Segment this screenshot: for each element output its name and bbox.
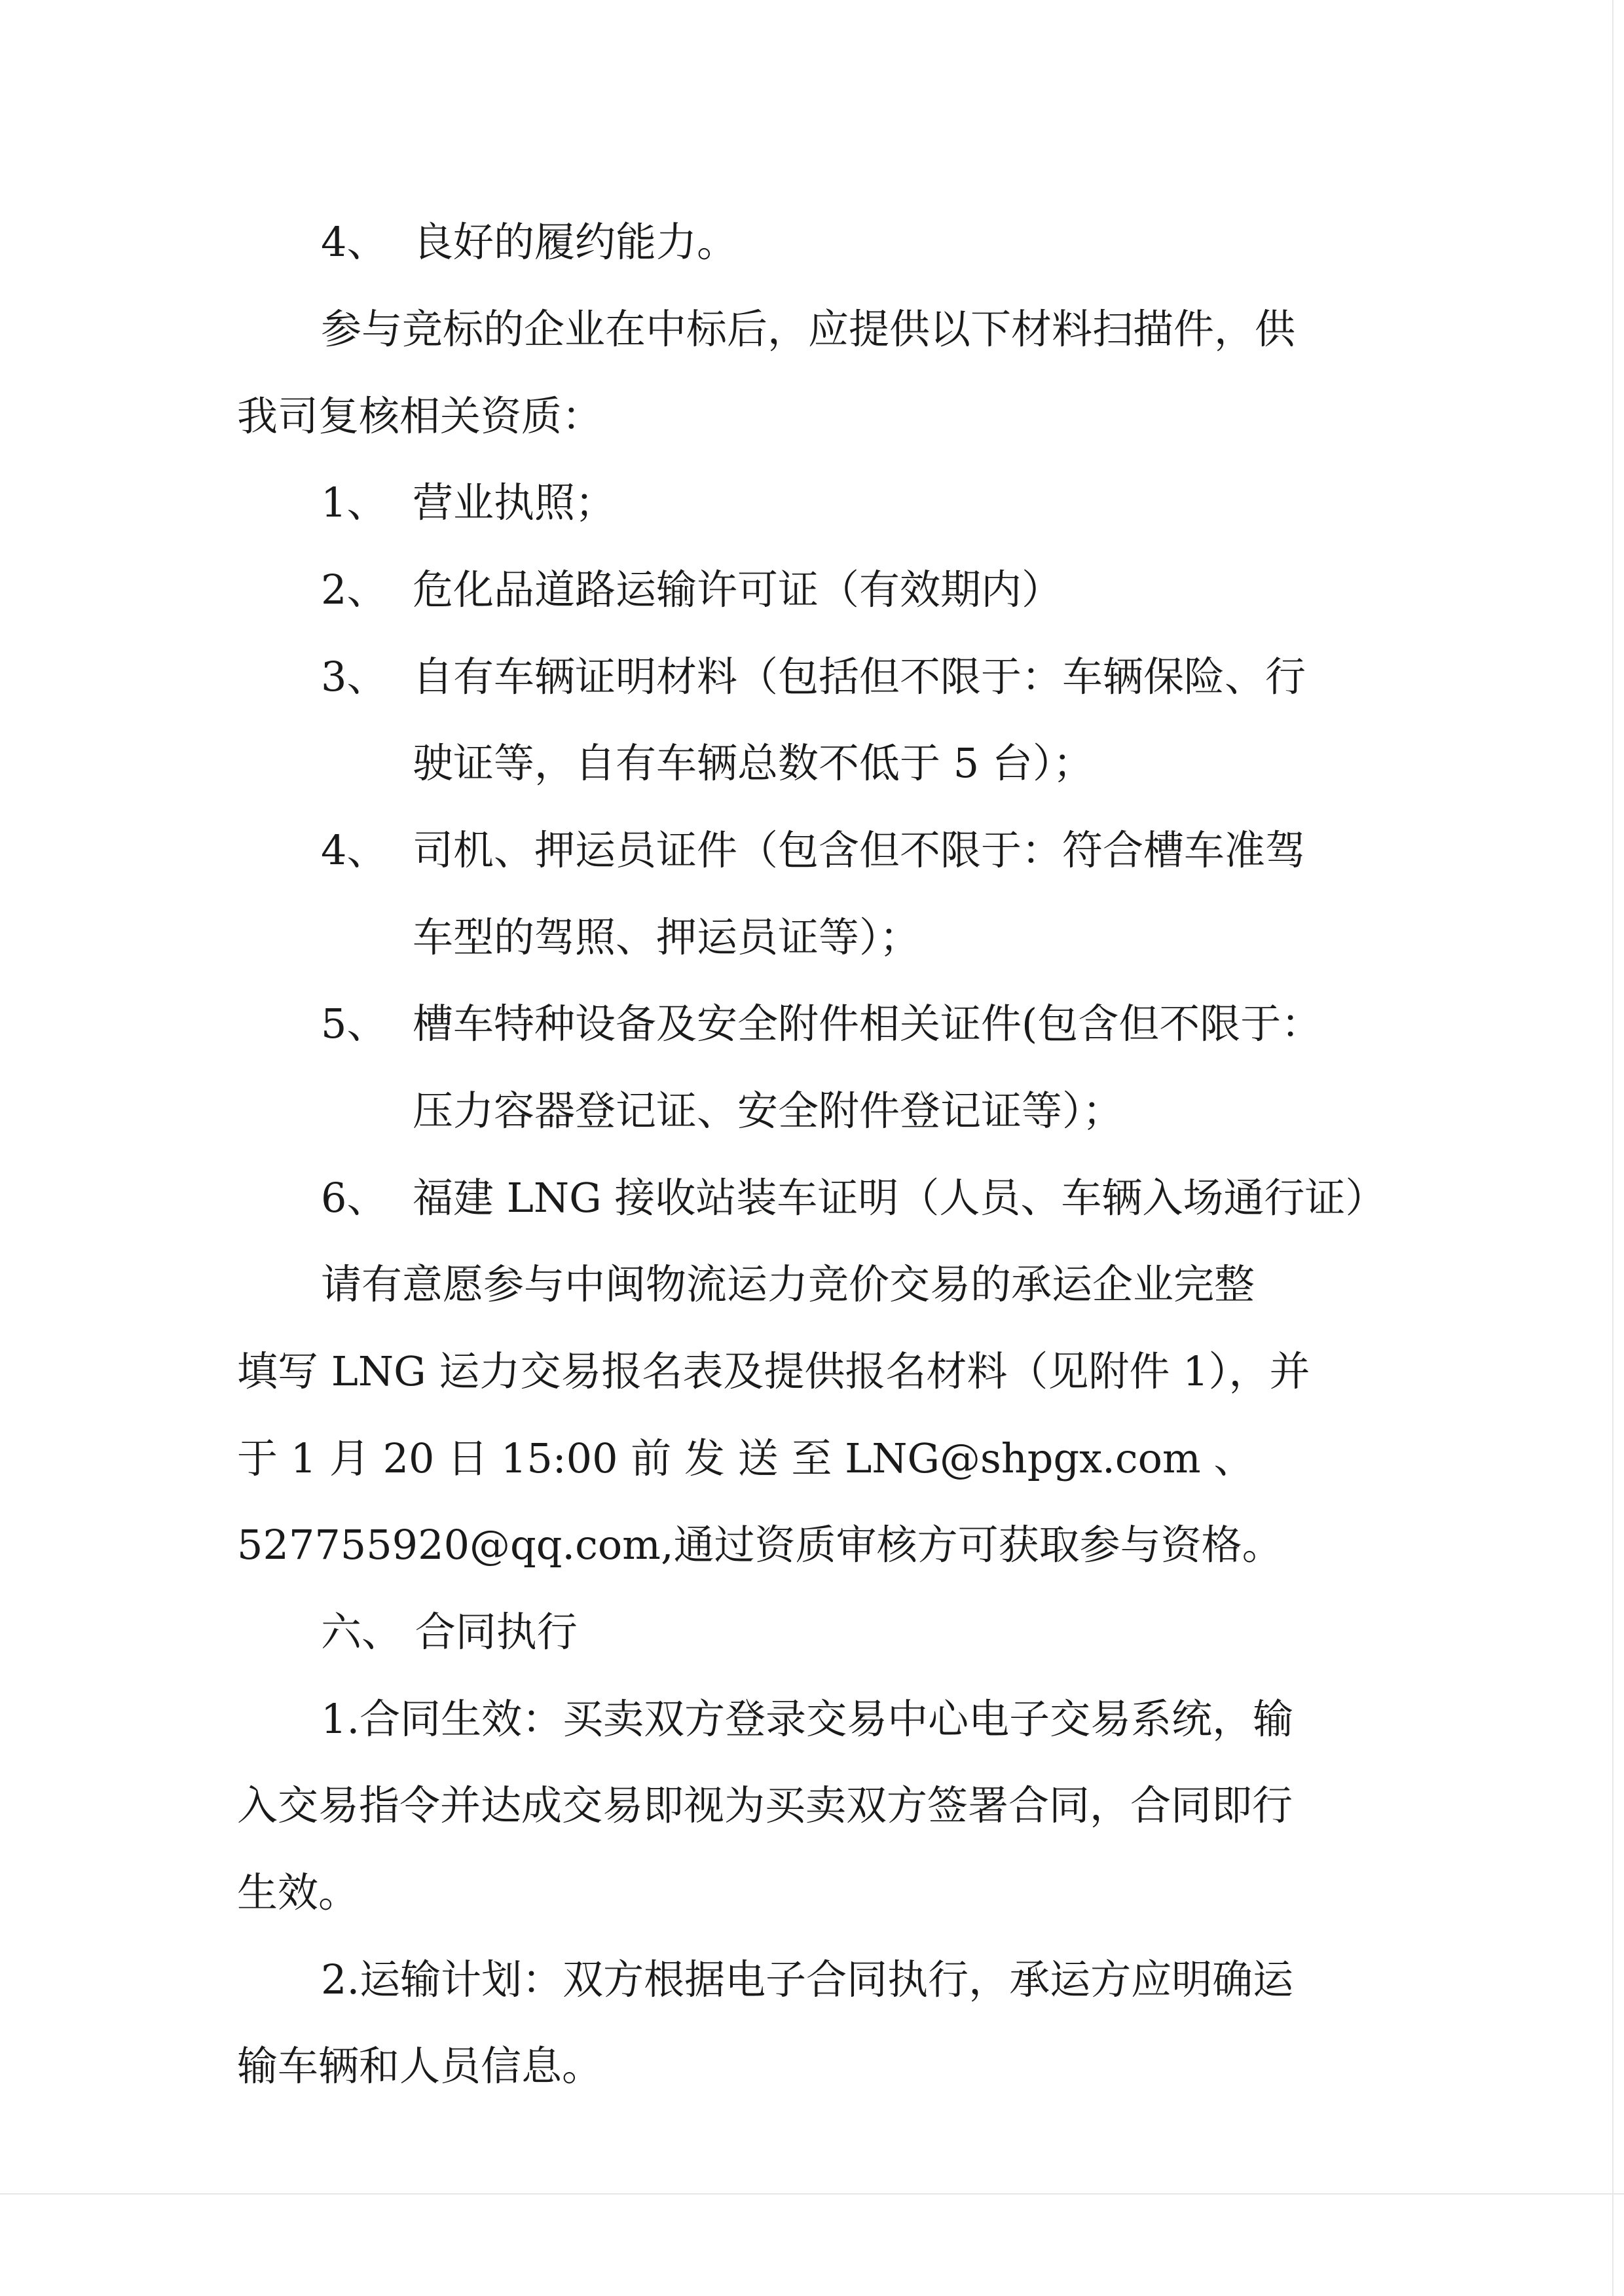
paragraph-text: 压力容器登记证、安全附件登记证等）； — [413, 1087, 1124, 1135]
section-heading-text: 六、 合同执行 — [321, 1608, 578, 1656]
paragraph-text: 驶证等，自有车辆总数不低于 5 台）； — [413, 739, 1094, 787]
paragraph-text: 我司复核相关资质： — [237, 392, 603, 440]
paragraph-materials-intro — [321, 303, 1295, 355]
scan-edge-horizontal — [0, 2193, 1624, 2195]
paragraph-registration — [321, 1258, 1255, 1311]
paragraph-contract-effect-cont-1 — [237, 1779, 1293, 1832]
paragraph-text: 1.合同生效：买卖双方登录交易中心电子交易系统，输 — [321, 1695, 1294, 1743]
paragraph-text: 2.运输计划：双方根据电子合同执行，承运方应明确运 — [321, 1956, 1294, 2003]
paragraph-registration-cont-2 — [237, 1432, 1254, 1485]
paragraph-text: 参与竞标的企业在中标后，应提供以下材料扫描件，供 — [321, 305, 1296, 353]
paragraph-text: 输车辆和人员信息。 — [237, 2042, 603, 2090]
list-number: 1、 — [321, 479, 388, 526]
list-item-vehicle-proof — [321, 651, 1306, 703]
section-heading-contract-execution — [321, 1606, 578, 1658]
list-item-tanker-certs-cont — [413, 1085, 1123, 1137]
paragraph-text: 车型的驾照、押运员证等）； — [413, 913, 921, 961]
list-number: 4、 — [321, 218, 388, 266]
paragraph-contract-effect-cont-2 — [237, 1867, 359, 1919]
list-item-vehicle-proof-cont — [413, 737, 1094, 790]
list-item-transport-permit — [321, 564, 1062, 616]
scan-edge-vertical — [1612, 0, 1614, 2296]
paragraph-text: 福建 LNG 接收站装车证明（人员、车辆入场通行证） — [413, 1174, 1386, 1222]
paragraph-text: 527755920@qq.com,通过资质审核方可获取参与资格。 — [237, 1521, 1283, 1569]
list-number: 2、 — [321, 566, 388, 613]
list-number: 3、 — [321, 653, 388, 701]
list-number: 4、 — [321, 826, 388, 874]
paragraph-item-4-capability — [321, 216, 737, 268]
list-item-business-license — [321, 477, 616, 529]
paragraph-text: 生效。 — [237, 1868, 360, 1916]
paragraph-transport-plan — [321, 1954, 1293, 2006]
paragraph-transport-plan-cont — [237, 2040, 602, 2092]
paragraph-registration-cont-3 — [237, 1519, 1283, 1571]
list-item-driver-certs — [321, 824, 1306, 877]
paragraph-contract-effect — [321, 1693, 1293, 1745]
paragraph-text: 营业执照； — [413, 479, 616, 526]
paragraph-text: 司机、押运员证件（包含但不限于：符合槽车准驾 — [413, 826, 1306, 874]
paragraph-text: 请有意愿参与中闽物流运力竞价交易的承运企业完整 — [321, 1260, 1255, 1308]
paragraph-text: 槽车特种设备及安全附件相关证件(包含但不限于： — [413, 1000, 1322, 1048]
list-item-lng-loading-proof — [321, 1172, 1386, 1224]
paragraph-text: 自有车辆证明材料（包括但不限于：车辆保险、行 — [413, 653, 1306, 701]
list-number: 5、 — [321, 1000, 388, 1048]
paragraph-text: 良好的履约能力。 — [413, 218, 738, 266]
paragraph-text: 于 1 月 20 日 15:00 前 发 送 至 LNG@shpgx.com 、 — [237, 1434, 1255, 1482]
list-number: 6、 — [321, 1174, 388, 1222]
paragraph-text: 入交易指令并达成交易即视为买卖双方签署合同，合同即行 — [237, 1781, 1293, 1829]
paragraph-registration-cont-1 — [237, 1345, 1310, 1398]
paragraph-text: 危化品道路运输许可证（有效期内） — [413, 566, 1063, 613]
paragraph-materials-intro-cont — [237, 390, 602, 443]
list-item-tanker-certs — [321, 998, 1321, 1050]
paragraph-text: 填写 LNG 运力交易报名表及提供报名材料（见附件 1），并 — [237, 1347, 1310, 1395]
list-item-driver-certs-cont — [413, 911, 920, 964]
